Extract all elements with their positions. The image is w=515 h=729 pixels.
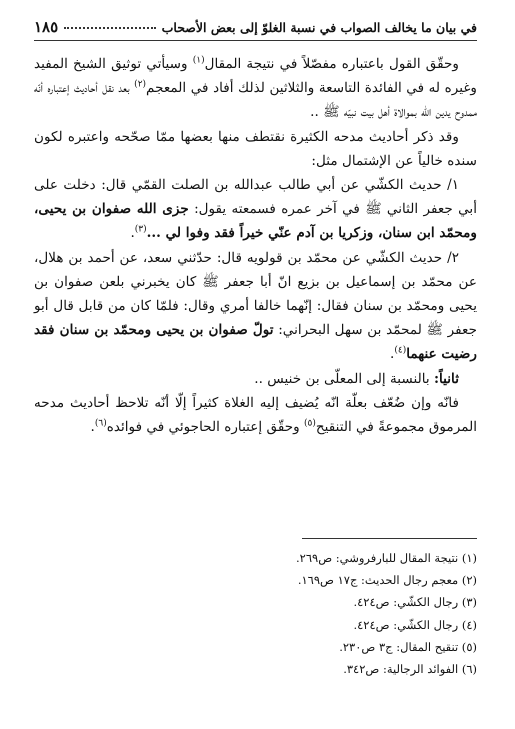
paragraph-4 — [34, 246, 477, 367]
main-text — [34, 52, 477, 439]
footnote-item: (٥) تنقيح المقال: ج٣ ص٢٣٠. — [339, 639, 477, 654]
section-label-second: ثانياً: — [434, 370, 459, 387]
p3-text-end: . — [130, 225, 135, 242]
page-number: ١٨٥ — [34, 18, 59, 36]
header-title: في بيان ما يخالف الصواب في نسبة الغلوّ إلى بعض الأصحاب — [161, 19, 477, 35]
footnote-item: (٣) رجال الكشّي: ص٤٢٤. — [353, 595, 477, 610]
p1-text-b: وسيأتي توثيق الشيخ المفيد وغيره له في الفائدة التاسعة والثلاثين لذلك أفاد في المعجم — [34, 56, 477, 97]
paragraph-5 — [34, 367, 477, 391]
p6-text-end: . — [90, 419, 95, 436]
footnote-ref-5[interactable]: (٥) — [303, 418, 316, 429]
p4-quote: تولّ صفوان بن يحيى ومحمّد بن سنان فقد رضيت عنهما — [34, 322, 477, 363]
footnote-ref-1[interactable]: (١) — [192, 55, 205, 66]
p1-text-a: وحقّق القول باعتباره مفصّلاً في نتيجة المقال — [204, 56, 459, 72]
footnote-separator — [302, 538, 477, 539]
p4-text-end: . — [390, 346, 395, 363]
paragraph-6 — [34, 391, 477, 439]
p1-text-c: بعد نقل أحاديث إعتباره أنّه ممدوح يدين الله بموالاة أهل بيت نبيّه ﷺ .. — [34, 80, 477, 121]
footnote-ref-3[interactable]: (٣) — [134, 224, 147, 235]
footnote-item: (٤) رجال الكشّي: ص٤٢٤. — [353, 617, 477, 632]
p5-text: بالنسبة إلى المعلّى بن خنيس .. — [254, 370, 435, 387]
footnote-item: (٦) الفوائد الرجالية: ص٣٤٢. — [343, 662, 477, 677]
footnote-item: (٢) معجم رجال الحديث: ج١٧ ص١٦٩. — [297, 573, 477, 588]
p6-text-b: وحقّق إعتباره الحاجوئي في فوائده — [106, 419, 304, 436]
p3-quote: جزى الله صفوان بن يحيى، ومحمّد ابن سنان، وزكريا بن آدم عنّي خيراً فقد وفوا لي ... — [34, 201, 477, 242]
p6-text-a: فانّه وإن ضُعّف بعلّة انّه يُضيف إليه الغلاة كثيراً إلّا أنّه تلاحظ أحاديث مدحه المرموق مجموعةً في التنقيح — [34, 394, 477, 436]
footnote-ref-2[interactable]: (٢) — [134, 79, 147, 90]
paragraph-2: وقد ذكر أحاديث مدحه الكثيرة نقتطف منها بعضها ممّا صحّحه واعتبره لكون سنده خالياً عن الإشتمال مثل: — [34, 128, 477, 169]
header-leader-dots — [64, 26, 155, 29]
footnote-ref-4[interactable]: (٤) — [394, 345, 407, 356]
p4-text-a: ٢/ حديث الكشّي عن محمّد بن قولويه قال: حدّثني سعد، عن أحمد بن هلال، عن محمّد بن إسماعيل بن بزيع انّ أبا جعفر ﷺ كان يخبرني بلعن صفوان بن يحيى ومحمّد بن سنان فقال: إنّهما خالفا أمري وقال: فلمّا كان من قابل قال أبو جعفر ﷺ لمحمّد بن سهل البحراني: — [34, 249, 477, 339]
paragraph-3 — [34, 173, 477, 246]
footnotes — [34, 547, 477, 680]
running-header — [34, 16, 477, 38]
footnote-ref-6[interactable]: (٦) — [94, 418, 107, 429]
p3-text-a: ١/ حديث الكشّي عن أبي طالب عبدالله بن الصلت القمّي قال: دخلت على أبي جعفر الثاني ﷺ في آخر عمره فسمعته يقول: — [34, 177, 477, 218]
footnote-item: (١) نتيجة المقال للبارفروشي: ص٢٦٩. — [296, 551, 477, 565]
header-rule — [34, 40, 477, 41]
paragraph-1 — [34, 52, 477, 125]
